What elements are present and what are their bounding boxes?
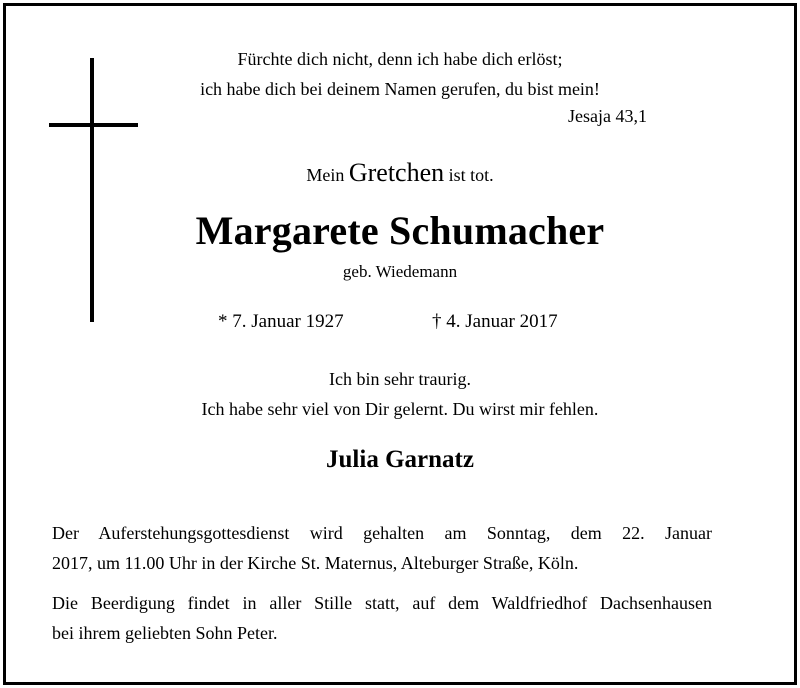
cross-icon-bar [49,123,138,127]
verse-line-1: Fürchte dich nicht, denn ich habe dich erlöst; [237,49,563,69]
obituary-notice [3,3,797,685]
verse-reference: Jesaja 43,1 [568,106,647,126]
birth-date: * 7. Januar 1927 [218,311,344,332]
burial-info-line-2: bei ihrem geliebten Sohn Peter. [52,623,278,643]
intro-suffix: ist tot. [448,165,494,185]
intro-line [0,158,800,188]
personal-message [0,364,800,424]
service-info-line-1: Der Auferstehungsgottesdienst wird gehalten am Sonntag, dem 22. Januar [52,523,712,543]
message-line-2: Ich habe sehr viel von Dir gelernt. Du wirst mir fehlen. [201,399,599,419]
deceased-name: Margarete Schumacher [195,208,605,253]
death-date: † 4. Januar 2017 [432,311,558,332]
intro-prefix: Mein [306,165,345,185]
service-info-line-2: 2017, um 11.00 Uhr in der Kirche St. Maternus, Alteburger Straße, Köln. [52,553,579,573]
intro-nickname: Gretchen [348,158,445,187]
verse-line-2: ich habe dich bei deinem Namen gerufen, du bist mein! [200,79,600,99]
burial-info-line-1: Die Beerdigung findet in aller Stille statt, auf dem Waldfriedhof Dachsenhausen [52,593,712,613]
message-line-1: Ich bin sehr traurig. [329,369,471,389]
signer-name: Julia Garnatz [326,446,474,473]
bible-verse [0,44,800,104]
maiden-name: geb. Wiedemann [342,262,458,281]
